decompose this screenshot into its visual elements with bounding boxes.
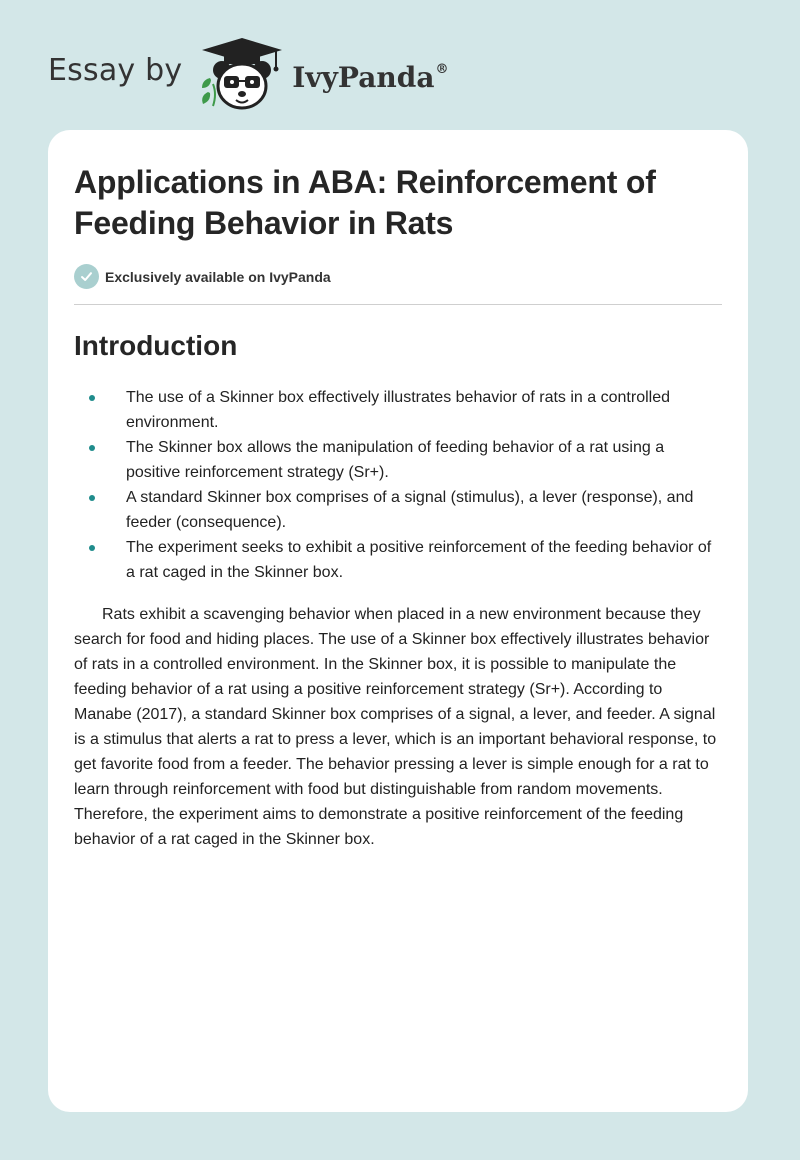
section-heading-introduction: Introduction [74,330,238,361]
article-card [48,130,748,1112]
list-item: The experiment seeks to exhibit a positive reinforcement of the feeding behavior of a rat caged in the Skinner box. [74,535,722,585]
check-circle-icon [74,264,99,289]
bullet-list [74,385,722,585]
registered-mark: ® [435,61,449,77]
divider [74,304,722,305]
exclusive-badge [74,264,722,289]
panda-graduate-icon[interactable] [196,34,288,114]
page-title: Applications in ABA: Reinforcement of Feeding Behavior in Rats [74,164,656,241]
brand-name-text: IvyPanda [292,60,435,94]
exclusive-label: Exclusively available on IvyPanda [105,268,331,285]
brand-header [48,34,448,114]
brand-name[interactable] [292,61,448,94]
list-item: The use of a Skinner box effectively illustrates behavior of rats in a controlled environment. [74,385,722,435]
body-paragraph: Rats exhibit a scavenging behavior when placed in a new environment because they search for food and hiding places. The use of a Skinner box effectively illustrates behavior of rats in a controlled environment. In the Skinner box, it is possible to manipulate the feeding behavior of a rat using a positive reinforcement strategy (Sr+). According to Manabe (2017), a standard Skinner box comprises of a signal, a lever, and feeder. A signal is a stimulus that alerts a rat to press a lever, which is an important behavioral response, to get favorite food from a feeder. The behavior pressing a lever is simple enough for a rat to learn through reinforcement with food but distinguishable from random movements. Therefore, the experiment aims to demonstrate a positive reinforcement of the feeding behavior of a rat caged in the Skinner box. [74,606,717,848]
brand-prefix: Essay by [48,52,183,88]
list-item: The Skinner box allows the manipulation of feeding behavior of a rat using a positive reinforcement strategy (Sr+). [74,435,722,485]
list-item: A standard Skinner box comprises of a signal (stimulus), a lever (response), and feeder (consequence). [74,485,722,535]
